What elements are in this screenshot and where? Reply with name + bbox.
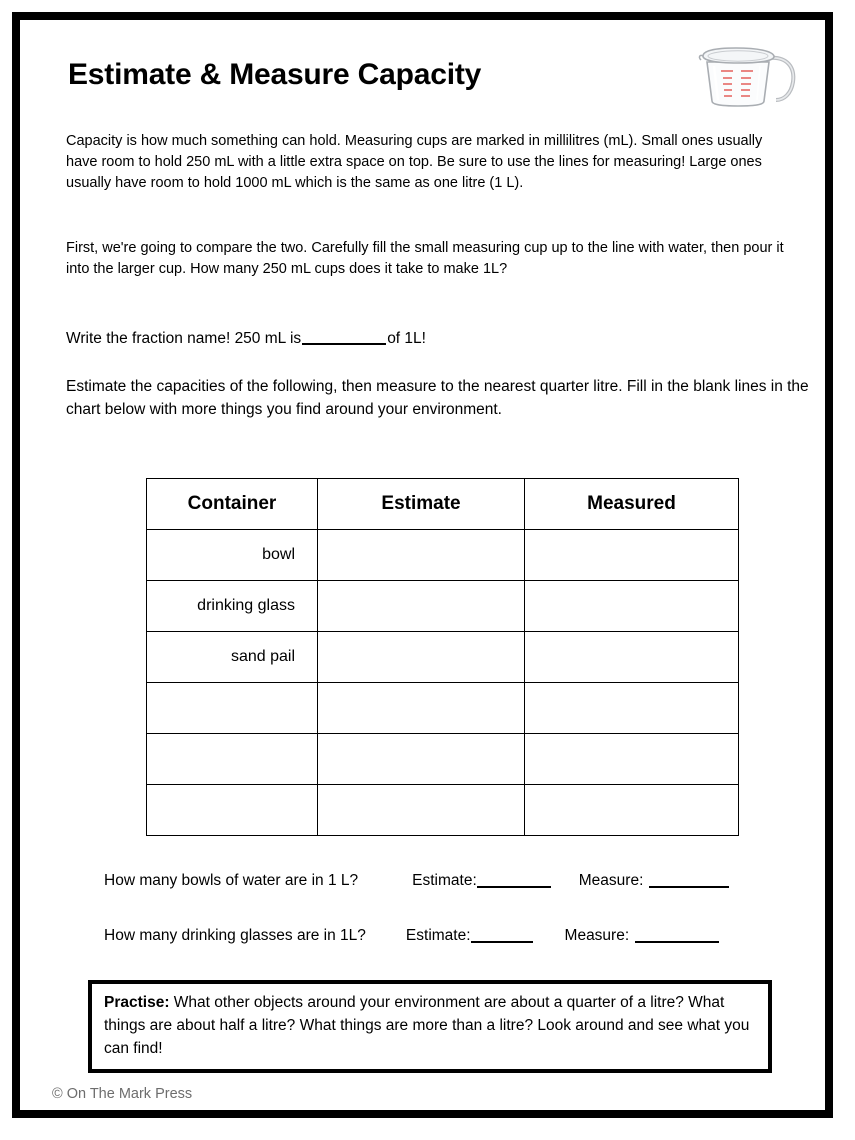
measured-cell[interactable] <box>525 581 739 632</box>
page-title: Estimate & Measure Capacity <box>68 58 482 91</box>
measured-cell[interactable] <box>525 683 739 734</box>
column-header-container: Container <box>147 479 318 530</box>
practise-text: What other objects around your environment are about a quarter of a litre? What things are about half a litre? What things are more than a litre? Look around and see what you can find! <box>104 994 750 1057</box>
measured-cell[interactable] <box>525 785 739 836</box>
table-header-row <box>147 479 739 530</box>
estimate-label: Estimate: <box>405 927 471 944</box>
question-text: How many bowls of water are in 1 L? <box>104 872 359 889</box>
estimate-cell[interactable] <box>318 785 525 836</box>
practise-callout <box>88 980 772 1073</box>
table-row <box>147 581 739 632</box>
intro-paragraph-1: Capacity is how much something can hold. Measuring cups are marked in millilitres (mL). Small ones usually have room to hold 250 mL with a little extra space on top. Be sure to use the lines for measuring! Large ones usually have room to hold 1000 mL which is the same as one litre (1 L). <box>66 133 763 191</box>
estimate-cell[interactable] <box>318 530 525 581</box>
estimate-answer-blank[interactable] <box>477 886 551 888</box>
measuring-cup-illustration <box>694 38 802 110</box>
table-row <box>147 632 739 683</box>
measure-label: Measure: <box>578 872 644 889</box>
table-row <box>147 734 739 785</box>
estimate-answer-blank[interactable] <box>471 941 533 943</box>
column-header-measured: Measured <box>525 479 739 530</box>
measured-cell[interactable] <box>525 734 739 785</box>
container-cell[interactable]: sand pail <box>147 632 318 683</box>
capacity-chart <box>146 478 739 836</box>
measured-cell[interactable] <box>525 632 739 683</box>
container-cell[interactable] <box>147 785 318 836</box>
measured-cell[interactable] <box>525 530 739 581</box>
estimate-cell[interactable] <box>318 632 525 683</box>
container-cell[interactable] <box>147 734 318 785</box>
estimate-cell[interactable] <box>318 734 525 785</box>
table-row <box>147 530 739 581</box>
measure-answer-blank[interactable] <box>635 941 719 943</box>
fraction-name-prompt <box>66 328 806 349</box>
practise-keyword: Practise: <box>104 994 170 1011</box>
column-header-estimate: Estimate <box>318 479 525 530</box>
question-text: How many drinking glasses are in 1L? <box>104 927 366 944</box>
fraction-answer-blank[interactable] <box>302 343 386 345</box>
container-cell[interactable]: bowl <box>147 530 318 581</box>
intro-paragraph-2: First, we're going to compare the two. Carefully fill the small measuring cup up to the line with water, then pour it into the larger cup. How many 250 mL cups does it take to make 1L? <box>66 240 784 277</box>
estimate-cell[interactable] <box>318 683 525 734</box>
container-cell[interactable]: drinking glass <box>147 581 318 632</box>
estimate-cell[interactable] <box>318 581 525 632</box>
measure-label: Measure: <box>564 927 630 944</box>
fraction-prompt-lead: Write the fraction name! 250 mL is <box>66 330 302 347</box>
container-cell[interactable] <box>147 683 318 734</box>
measuring-cup-icon <box>694 38 802 110</box>
chart-instructions: Estimate the capacities of the following, then measure to the nearest quarter litre. Fill in the blank lines in the chart below with more things you find around your environment. <box>66 378 809 418</box>
question-row-drinking-glasses <box>104 927 719 945</box>
estimate-label: Estimate: <box>412 872 477 889</box>
table-row <box>147 683 739 734</box>
measure-answer-blank[interactable] <box>649 886 729 888</box>
copyright-footer: © On The Mark Press <box>52 1086 193 1102</box>
fraction-prompt-trail: of 1L! <box>387 330 426 347</box>
question-row-bowls <box>104 872 729 890</box>
table-row <box>147 785 739 836</box>
